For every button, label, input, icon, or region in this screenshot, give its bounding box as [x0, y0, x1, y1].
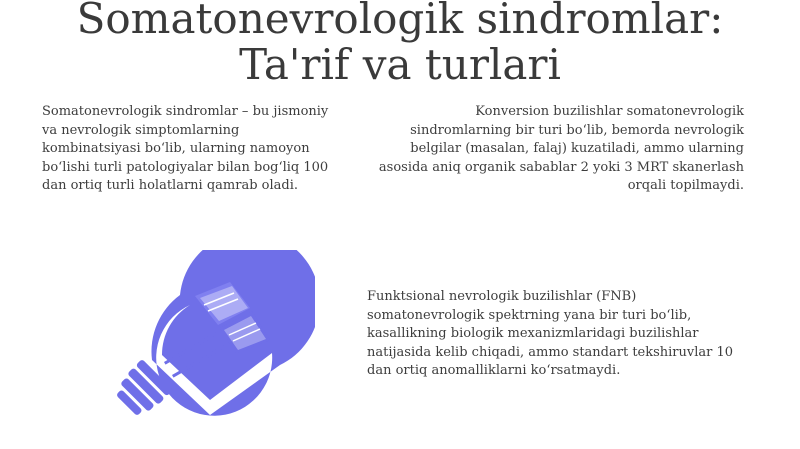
paragraph-conversion-disorders: Konversion buzilishlar somatonevrologik sindromlarning bir turi bo‘lib, bemorda nevrologik belgilar (masalan, falaj) kuzatiladi, ammo ularning asosida aniq organik sabablar 2 yoki 3 MRT skanerlash orqali topilmaydi. — [378, 104, 744, 193]
paragraph-definition: Somatonevrologik sindromlar – bu jismoniy va nevrologik simptomlarning kombinatsiyasi bo‘lib, ularning namoyon bo‘lishi turli patologiyalar bilan bog‘liq 100 dan ortiq turli holatlarni qamrab oladi. — [42, 104, 329, 193]
title-line-1: Somatonevrologik sindromlar: — [76, 0, 724, 43]
title-line-2: Ta'rif va turlari — [239, 40, 561, 89]
lightbulb-book-icon — [100, 250, 315, 425]
paragraph-functional-disorders: Funktsional nevrologik buzilishlar (FNB) somatonevrologik spektrning yana bir turi bo‘lib, kasallikning biologik mexanizmlaridagi buzilishlar natijasida kelib chiqadi, ammo standart tekshiruvlar 10 dan ortiq anomalliklarni ko‘rsatmaydi. — [367, 289, 734, 378]
page-title — [0, 0, 800, 88]
